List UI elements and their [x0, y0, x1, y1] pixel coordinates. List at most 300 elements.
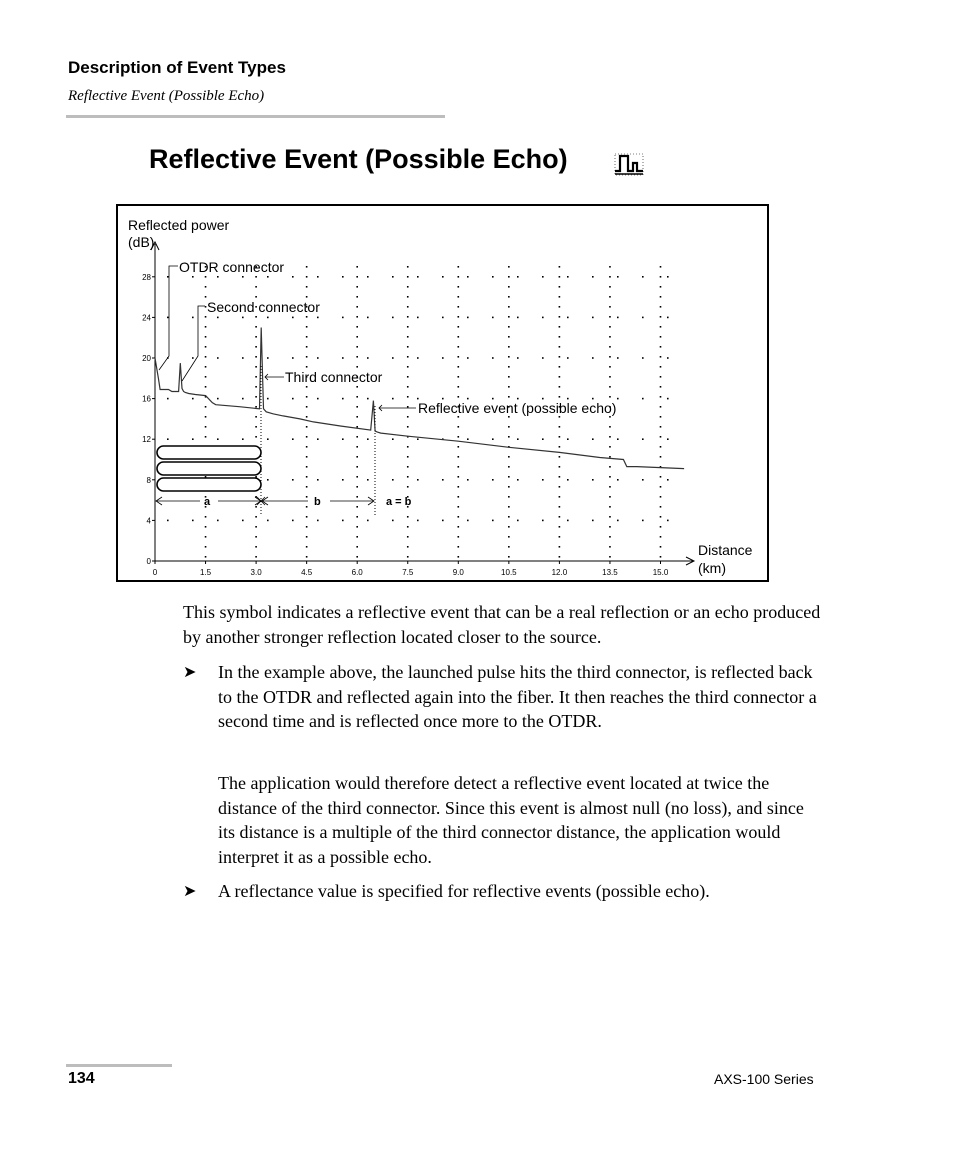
- grid-dot: [517, 357, 519, 359]
- grid-dot: [407, 396, 409, 398]
- grid-dot: [306, 536, 308, 538]
- header-rule: [66, 115, 445, 118]
- grid-dot: [407, 296, 409, 298]
- grid-dot: [660, 366, 662, 368]
- grid-dot: [306, 416, 308, 418]
- grid-dot: [292, 520, 294, 522]
- grid-dot: [255, 366, 257, 368]
- grid-dot: [592, 357, 594, 359]
- grid-dot: [458, 336, 460, 338]
- grid-dot: [458, 306, 460, 308]
- bullet-1-continuation: The application would therefore detect a reflective event located at twice the distance of the third connector. Since this event is almost null (no loss), and since its distance is a multiple of the third connector distance, the application would interpret it as a possible echo.: [218, 773, 804, 867]
- grid-dot: [458, 356, 460, 358]
- grid-dot: [660, 536, 662, 538]
- grid-dot: [660, 486, 662, 488]
- grid-dot: [292, 438, 294, 440]
- grid-dot: [255, 406, 257, 408]
- grid-dot: [559, 286, 561, 288]
- grid-dot: [356, 266, 358, 268]
- grid-dot: [356, 476, 358, 478]
- pulse-bar-1: [157, 446, 261, 459]
- grid-dot: [617, 438, 619, 440]
- grid-dot: [417, 357, 419, 359]
- grid-dot: [342, 317, 344, 319]
- grid-dot: [192, 357, 194, 359]
- callout-otdr-connector: OTDR connector: [179, 259, 285, 275]
- x-tick-label: 3.0: [250, 568, 262, 577]
- grid-dot: [306, 356, 308, 358]
- grid-dot: [267, 398, 269, 400]
- grid-dot: [609, 336, 611, 338]
- grid-dot: [660, 286, 662, 288]
- grid-dot: [255, 556, 257, 558]
- grid-dot: [508, 416, 510, 418]
- grid-dot: [407, 486, 409, 488]
- grid-dot: [492, 276, 494, 278]
- grid-dot: [255, 426, 257, 428]
- grid-dot: [660, 296, 662, 298]
- grid-dot: [609, 416, 611, 418]
- grid-dot: [356, 416, 358, 418]
- grid-dot: [458, 476, 460, 478]
- grid-dot: [255, 506, 257, 508]
- grid-dot: [458, 346, 460, 348]
- grid-dot: [458, 536, 460, 538]
- grid-dot: [559, 546, 561, 548]
- grid-dot: [660, 556, 662, 558]
- grid-dot: [642, 317, 644, 319]
- grid-dot: [306, 426, 308, 428]
- grid-dot: [317, 276, 319, 278]
- grid-dot: [217, 398, 219, 400]
- grid-dot: [660, 426, 662, 428]
- grid-dot: [407, 416, 409, 418]
- grid-dot: [559, 556, 561, 558]
- grid-dot: [356, 496, 358, 498]
- grid-dot: [508, 456, 510, 458]
- grid-dot: [407, 326, 409, 328]
- grid-dot: [660, 416, 662, 418]
- grid-dot: [306, 436, 308, 438]
- reflective-event-possible-echo-icon: [613, 151, 645, 177]
- grid-dot: [255, 356, 257, 358]
- grid-dot: [306, 516, 308, 518]
- grid-dot: [367, 317, 369, 319]
- grid-dot: [356, 336, 358, 338]
- grid-dot: [392, 398, 394, 400]
- y-tick-label: 20: [142, 354, 151, 363]
- grid-dot: [306, 396, 308, 398]
- grid-dot: [255, 326, 257, 328]
- grid-dot: [255, 526, 257, 528]
- distance-a-label: a: [204, 496, 211, 508]
- x-tick-label: 15.0: [652, 568, 669, 577]
- grid-dot: [559, 376, 561, 378]
- grid-dot: [617, 398, 619, 400]
- grid-dot: [609, 436, 611, 438]
- grid-dot: [559, 436, 561, 438]
- grid-dot: [609, 366, 611, 368]
- grid-dot: [467, 276, 469, 278]
- grid-dot: [667, 479, 669, 481]
- otdr-trace-chart: [118, 206, 769, 582]
- x-tick-label: 6.0: [351, 568, 363, 577]
- grid-dot: [660, 406, 662, 408]
- grid-dot: [317, 479, 319, 481]
- grid-dot: [609, 426, 611, 428]
- grid-dot: [356, 296, 358, 298]
- grid-dot: [205, 406, 207, 408]
- grid-dot: [306, 266, 308, 268]
- grid-dot: [559, 276, 561, 278]
- grid-dot: [205, 336, 207, 338]
- grid-dot: [467, 479, 469, 481]
- grid-dot: [407, 346, 409, 348]
- pulse-bar-3: [157, 478, 261, 491]
- y-axis-label-line1: Reflected power: [128, 217, 230, 233]
- grid-dot: [667, 398, 669, 400]
- grid-dot: [642, 276, 644, 278]
- grid-dot: [367, 479, 369, 481]
- bullet-1-text: In the example above, the launched pulse hits the third connector, is reflected back to the OTDR and reflected again into the fiber. It then reaches the third connector a second time and is reflected once more to the OTDR.: [218, 662, 817, 731]
- grid-dot: [559, 386, 561, 388]
- grid-dot: [392, 479, 394, 481]
- grid-dot: [392, 357, 394, 359]
- y-tick-label: 12: [142, 435, 151, 445]
- grid-dot: [417, 317, 419, 319]
- x-tick-label: 7.5: [402, 568, 414, 577]
- x-tick-label: 9.0: [452, 568, 464, 577]
- y-tick-label: 0: [146, 557, 151, 566]
- grid-dot: [660, 356, 662, 358]
- grid-dot: [458, 426, 460, 428]
- grid-dot: [306, 276, 308, 278]
- grid-dot: [242, 438, 244, 440]
- grid-dot: [660, 446, 662, 448]
- grid-dot: [407, 356, 409, 358]
- grid-dot: [392, 317, 394, 319]
- grid-dot: [407, 526, 409, 528]
- grid-dot: [242, 276, 244, 278]
- grid-dot: [492, 317, 494, 319]
- grid-dot: [392, 438, 394, 440]
- grid-dot: [306, 406, 308, 408]
- grid-dot: [306, 526, 308, 528]
- grid-dot: [542, 479, 544, 481]
- x-tick-label: 13.5: [602, 568, 618, 577]
- grid-dot: [306, 316, 308, 318]
- grid-dot: [242, 317, 244, 319]
- grid-dot: [660, 336, 662, 338]
- grid-dot: [609, 306, 611, 308]
- grid-dot: [217, 438, 219, 440]
- grid-dot: [255, 296, 257, 298]
- grid-dot: [255, 396, 257, 398]
- grid-dot: [356, 436, 358, 438]
- grid-dot: [660, 516, 662, 518]
- grid-dot: [306, 556, 308, 558]
- grid-dot: [407, 406, 409, 408]
- grid-dot: [592, 438, 594, 440]
- grid-dot: [458, 496, 460, 498]
- grid-dot: [192, 438, 194, 440]
- grid-dot: [559, 476, 561, 478]
- grid-dot: [205, 426, 207, 428]
- grid-dot: [609, 356, 611, 358]
- otdr-trace-figure: [116, 204, 769, 582]
- grid-dot: [559, 266, 561, 268]
- pulse-bar-2: [157, 462, 261, 475]
- grid-dot: [559, 296, 561, 298]
- grid-dot: [417, 479, 419, 481]
- grid-dot: [609, 516, 611, 518]
- grid-dot: [192, 317, 194, 319]
- grid-dot: [517, 276, 519, 278]
- grid-dot: [167, 520, 169, 522]
- grid-dot: [205, 366, 207, 368]
- grid-dot: [356, 506, 358, 508]
- grid-dot: [306, 506, 308, 508]
- grid-dot: [592, 317, 594, 319]
- grid-dot: [417, 520, 419, 522]
- grid-dot: [559, 506, 561, 508]
- distance-b-label: b: [314, 496, 321, 508]
- grid-dot: [542, 438, 544, 440]
- grid-dot: [205, 356, 207, 358]
- grid-dot: [458, 446, 460, 448]
- grid-dot: [356, 456, 358, 458]
- grid-dot: [242, 398, 244, 400]
- grid-dot: [306, 326, 308, 328]
- grid-dot: [567, 438, 569, 440]
- grid-dot: [356, 536, 358, 538]
- y-axis: [151, 242, 159, 561]
- grid-dot: [609, 546, 611, 548]
- grid-dot: [356, 446, 358, 448]
- callout-third-connector: Third connector: [285, 369, 383, 385]
- grid-dot: [542, 276, 544, 278]
- grid-dot: [508, 526, 510, 528]
- grid-dot: [192, 520, 194, 522]
- grid-dot: [417, 276, 419, 278]
- grid-dot: [660, 316, 662, 318]
- grid-dot: [267, 438, 269, 440]
- grid-dot: [559, 336, 561, 338]
- grid-dot: [642, 357, 644, 359]
- grid-dot: [508, 476, 510, 478]
- grid-dot: [205, 556, 207, 558]
- grid-dot: [267, 276, 269, 278]
- grid-dot: [567, 357, 569, 359]
- grid-dot: [306, 336, 308, 338]
- grid-dot: [356, 466, 358, 468]
- grid-dot: [458, 466, 460, 468]
- grid-dot: [609, 396, 611, 398]
- grid-dot: [542, 317, 544, 319]
- grid-dot: [559, 426, 561, 428]
- callout-leaders: [159, 266, 416, 411]
- grid-dot: [167, 438, 169, 440]
- grid-dot: [667, 276, 669, 278]
- grid-dot: [407, 446, 409, 448]
- grid-dot: [356, 486, 358, 488]
- grid-dot: [660, 506, 662, 508]
- grid-dot: [567, 317, 569, 319]
- grid-dot: [317, 520, 319, 522]
- grid-dot: [609, 556, 611, 558]
- grid-dot: [559, 456, 561, 458]
- y-tick-label: 8: [146, 475, 151, 485]
- grid-dot: [356, 426, 358, 428]
- grid-dot: [217, 276, 219, 278]
- grid-dot: [609, 476, 611, 478]
- grid-dot: [255, 386, 257, 388]
- grid-dot: [559, 366, 561, 368]
- grid-dot: [508, 426, 510, 428]
- grid-dot: [458, 266, 460, 268]
- grid-dot: [367, 357, 369, 359]
- x-tick-label: 12.0: [551, 568, 568, 577]
- grid-dot: [356, 276, 358, 278]
- grid-dot: [617, 520, 619, 522]
- grid-dot: [660, 386, 662, 388]
- grid-dot: [517, 317, 519, 319]
- grid-dot: [306, 496, 308, 498]
- grid-dot: [559, 416, 561, 418]
- grid-dot: [306, 476, 308, 478]
- grid-dot: [255, 516, 257, 518]
- grid-dot: [407, 286, 409, 288]
- grid-dot: [609, 486, 611, 488]
- grid-dot: [392, 276, 394, 278]
- grid-dot: [267, 479, 269, 481]
- grid-dot: [559, 466, 561, 468]
- grid-dot: [567, 520, 569, 522]
- grid-dot: [458, 516, 460, 518]
- grid-dot: [442, 479, 444, 481]
- bullet-2-text: A reflectance value is specified for reflective events (possible echo).: [218, 881, 710, 901]
- grid-dot: [292, 398, 294, 400]
- grid-dot: [508, 396, 510, 398]
- grid-dot: [559, 516, 561, 518]
- grid-dot: [342, 357, 344, 359]
- grid-dot: [306, 366, 308, 368]
- grid-dot: [508, 546, 510, 548]
- grid-dot: [609, 326, 611, 328]
- grid-dot: [306, 486, 308, 488]
- grid-dot: [660, 546, 662, 548]
- y-tick-label: 16: [142, 394, 151, 404]
- grid-dot: [467, 438, 469, 440]
- grid-dot: [205, 386, 207, 388]
- y-tick-label: 4: [146, 516, 151, 526]
- grid-dot: [356, 306, 358, 308]
- grid-dot: [205, 286, 207, 288]
- page-number: 134: [68, 1070, 95, 1087]
- grid-dot: [407, 456, 409, 458]
- distance-arrows: [156, 497, 374, 505]
- grid-dot: [559, 396, 561, 398]
- grid-dot: [458, 296, 460, 298]
- grid-dot: [508, 356, 510, 358]
- grid-dot: [609, 446, 611, 448]
- grid-dot: [167, 276, 169, 278]
- grid-dot: [407, 306, 409, 308]
- grid-dot: [660, 266, 662, 268]
- grid-dot: [458, 436, 460, 438]
- grid-dot: [458, 416, 460, 418]
- grid-dot: [242, 520, 244, 522]
- x-axis-label-line2: (km): [698, 560, 726, 576]
- grid-dot: [559, 306, 561, 308]
- grid-dot: [407, 476, 409, 478]
- grid-dot: [205, 326, 207, 328]
- grid-dot: [458, 286, 460, 288]
- grid-dot: [356, 366, 358, 368]
- grid-dot: [167, 398, 169, 400]
- grid-dot: [356, 286, 358, 288]
- grid-dot: [267, 357, 269, 359]
- y-axis-label-line2: (dB): [128, 234, 155, 250]
- grid-dot: [467, 520, 469, 522]
- grid-dot: [592, 479, 594, 481]
- grid-dot: [205, 536, 207, 538]
- grid-dot: [458, 366, 460, 368]
- grid-dot: [542, 520, 544, 522]
- grid-dot: [205, 346, 207, 348]
- grid-dot: [267, 317, 269, 319]
- grid-dot: [292, 317, 294, 319]
- grid-dot: [559, 326, 561, 328]
- grid-dot: [205, 316, 207, 318]
- grid-dot: [356, 516, 358, 518]
- page-heading: Reflective Event (Possible Echo): [149, 144, 568, 174]
- grid-dot: [559, 536, 561, 538]
- grid-dot: [660, 276, 662, 278]
- x-tick-label: 0: [152, 568, 158, 577]
- grid-dot: [292, 357, 294, 359]
- grid-dot: [467, 317, 469, 319]
- grid-dot: [609, 316, 611, 318]
- grid-dot: [458, 526, 460, 528]
- grid-dot: [407, 546, 409, 548]
- grid-dot: [407, 316, 409, 318]
- grid-dot: [660, 476, 662, 478]
- subsection-title: Reflective Event (Possible Echo): [68, 88, 265, 104]
- callout-second-connector: Second connector: [207, 299, 320, 315]
- bullet-arrow-icon: ➤: [183, 662, 197, 681]
- grid-dot: [306, 456, 308, 458]
- grid-dot: [255, 416, 257, 418]
- grid-dot: [192, 276, 194, 278]
- grid-dot: [458, 276, 460, 278]
- grid-dot: [609, 376, 611, 378]
- y-tick-label: 24: [142, 313, 151, 323]
- grid-dot: [458, 486, 460, 488]
- grid-dot: [306, 446, 308, 448]
- grid-dot: [492, 438, 494, 440]
- grid-dot: [508, 306, 510, 308]
- grid-dot: [642, 398, 644, 400]
- grid-dot: [660, 346, 662, 348]
- grid-dot: [458, 386, 460, 388]
- grid-dot: [356, 316, 358, 318]
- grid-dot: [508, 466, 510, 468]
- grid-dot: [392, 520, 394, 522]
- grid-dot: [205, 526, 207, 528]
- grid-dot: [292, 276, 294, 278]
- grid-dot: [255, 536, 257, 538]
